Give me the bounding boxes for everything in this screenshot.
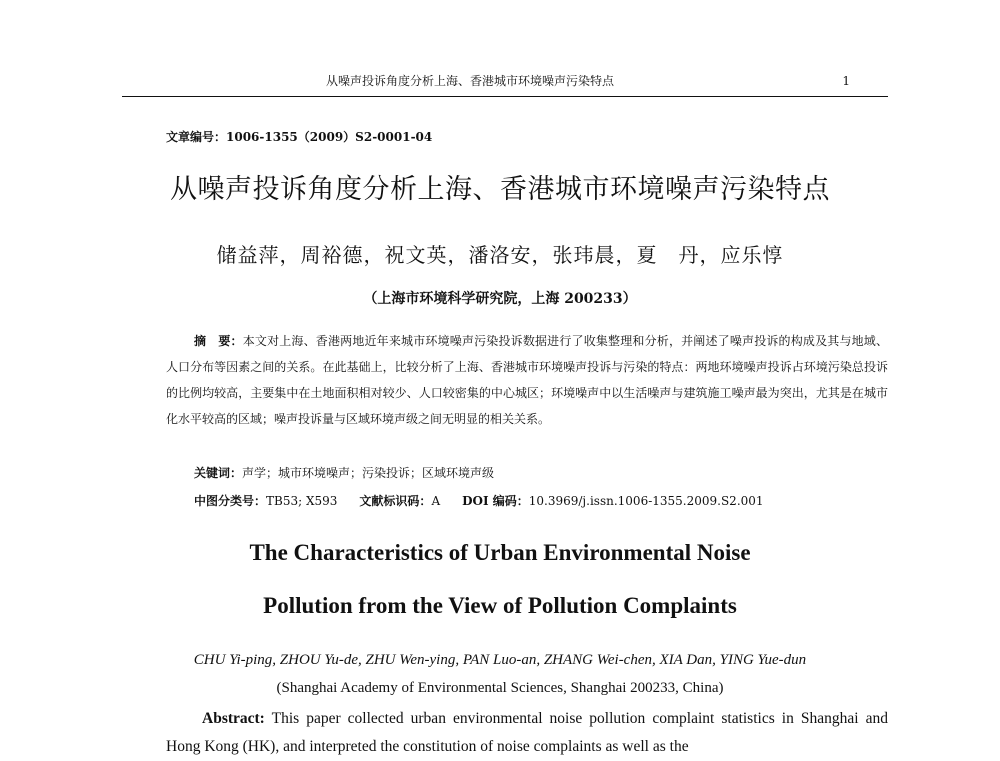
class-number-value: TB53; X593 <box>266 494 338 508</box>
english-affiliation: (Shanghai Academy of Environmental Sciences, Shanghai 200233, China) <box>276 680 724 696</box>
english-authors: CHU Yi-ping, ZHOU Yu-de, ZHU Wen-ying, PAN Luo-an, ZHANG Wei-chen, XIA Dan, YING Yue-dun <box>193 652 807 668</box>
doi-label: DOI 编码： <box>462 494 529 508</box>
chinese-title: 从噪声投诉角度分析上海、香港城市环境噪声污染特点 <box>170 174 830 205</box>
chinese-abstract <box>166 328 888 432</box>
keywords-value: 声学；城市环境噪声；污染投诉；区域环境声级 <box>242 466 495 480</box>
page-number: 1 <box>842 74 850 88</box>
chinese-keywords <box>194 463 494 483</box>
english-abstract <box>166 705 888 761</box>
english-abstract-text: This paper collected urban environmental noise pollution complaint statistics in Shanghai and Hong Kong (HK), and interpreted the constitution of noise complaints as well as the <box>166 710 888 755</box>
chinese-abstract-label: 摘 要： <box>194 334 243 348</box>
english-title-line-1: The Characteristics of Urban Environmental Noise <box>249 540 751 565</box>
keywords-label: 关键词： <box>194 466 243 480</box>
chinese-authors: 储益萍，周裕德，祝文英，潘洛安，张玮晨，夏 丹，应乐惇 <box>216 243 784 267</box>
chinese-abstract-text: 本文对上海、香港两地近年来城市环境噪声污染投诉数据进行了收集整理和分析，并阐述了噪声投诉的构成及其与地域、人口分布等因素之间的关系。在此基础上，比较分析了上海、香港城市环境噪声投诉与污染的特点：两地环境噪声投诉占环境污染总投诉的比例均较高，主要集中在土地面积相对较少、人口较密集的中心城区；环境噪声中以生活噪声与建筑施工噪声最为突出，尤其是在城市化水平较高的区域；噪声投诉量与区域环境声级之间无明显的相关关系。 <box>166 334 888 426</box>
document-code-label: 文献标识码： <box>359 494 432 508</box>
document-code-value: A <box>431 494 441 508</box>
chinese-affiliation: （上海市环境科学研究院，上海 200233） <box>363 291 637 307</box>
english-abstract-label: Abstract: <box>202 710 265 727</box>
doi-value: 10.3969/j.issn.1006-1355.2009.S2.001 <box>528 494 764 508</box>
class-number-label: 中图分类号： <box>194 494 267 508</box>
english-title-line-2: Pollution from the View of Pollution Complaints <box>263 593 737 618</box>
running-header-title: 从噪声投诉角度分析上海、香港城市环境噪声污染特点 <box>326 74 615 88</box>
classification-line <box>194 491 764 511</box>
article-number: 文章编号：1006-1355（2009）S2-0001-04 <box>166 130 433 144</box>
header-rule <box>122 96 888 97</box>
